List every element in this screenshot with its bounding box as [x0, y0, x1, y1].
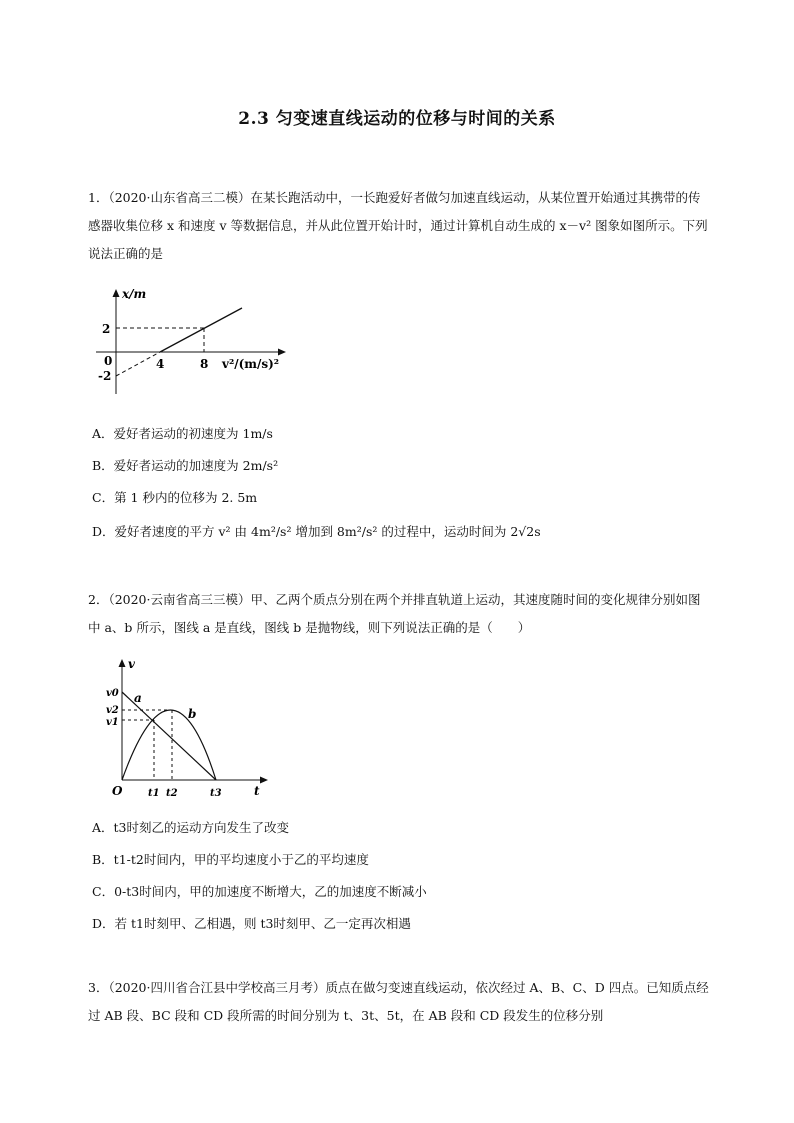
graph-line: [160, 308, 242, 352]
x-tick-8: 8: [200, 357, 209, 371]
question-2-text: 2．（2020·云南省高三三模）甲、乙两个质点分别在两个并排直轨道上运动，其速度随时间的变化规律分别如图中 a、b 所示，图线 a 是直线，图线 b 是抛物线，则下列说法正确的是（ ）: [88, 592, 701, 635]
x-tick-4: 4: [156, 357, 165, 371]
q2-option-b: B．t1-t2时间内，甲的平均速度小于乙的平均速度: [92, 852, 369, 867]
origin-label: 0: [104, 354, 113, 368]
x-axis-label: v²/(m/s)²: [222, 357, 280, 371]
label-a: a: [134, 691, 142, 705]
label-b: b: [188, 707, 197, 721]
page-title: 2.3 匀变速直线运动的位移与时间的关系: [238, 109, 556, 129]
dashed-extension: [116, 352, 160, 376]
q2-option-a: A．t3时刻乙的运动方向发生了改变: [92, 820, 290, 835]
q1-option-d-value: 2√2s: [510, 524, 541, 539]
y-axis-arrow: [113, 289, 120, 297]
origin-label: O: [112, 784, 123, 798]
label-v2: v2: [106, 705, 119, 716]
question-2-graph: [104, 656, 274, 802]
line-a: [122, 692, 216, 780]
t-axis-arrow: [260, 777, 268, 784]
label-t1: t1: [148, 788, 160, 799]
q1-option-b: B．爱好者运动的加速度为 2m/s²: [92, 458, 279, 473]
q1-option-d-text: D．爱好者速度的平方 v² 由 4m²/s² 增加到 8m²/s² 的过程中，运动时间为: [92, 524, 507, 539]
label-v1: v1: [106, 717, 119, 728]
y-tick-2: 2: [102, 322, 111, 336]
question-3-text: 3．（2020·四川省合江县中学校高三月考）质点在做匀变速直线运动，依次经过 A、B、C、D 四点。已知质点经过 AB 段、BC 段和 CD 段所需的时间分别为 t、3t、5t，在 AB 段和 CD 段发生的位移分别: [88, 980, 709, 1023]
t-axis-label: t: [254, 784, 260, 798]
question-1-text: 1．（2020·山东省高三二模）在某长跑活动中，一长跑爱好者做匀加速直线运动，从某位置开始通过其携带的传感器收集位移 x 和速度 v 等数据信息，并从此位置开始计时，通过计算机自动生成的 x－v² 图象如图所示。下列说法正确的是: [88, 190, 708, 261]
label-t2: t2: [166, 788, 178, 799]
v-axis-arrow: [119, 659, 126, 667]
question-1-graph: [92, 286, 292, 406]
q1-option-a: A．爱好者运动的初速度为 1m/s: [92, 426, 273, 441]
label-t3: t3: [210, 788, 222, 799]
q1-option-c: C．第 1 秒内的位移为 2. 5m: [92, 490, 258, 505]
q1-option-d: [92, 522, 541, 542]
q2-option-d: D．若 t1时刻甲、乙相遇，则 t3时刻甲、乙一定再次相遇: [92, 916, 411, 931]
q2-option-c: C．0-t3时间内，甲的加速度不断增大，乙的加速度不断减小: [92, 884, 427, 899]
x-axis-arrow: [278, 349, 286, 356]
y-axis-label: x/m: [122, 287, 147, 301]
y-tick-neg2: -2: [98, 369, 112, 383]
label-v0: v0: [106, 688, 119, 699]
v-axis-label: v: [128, 657, 135, 671]
